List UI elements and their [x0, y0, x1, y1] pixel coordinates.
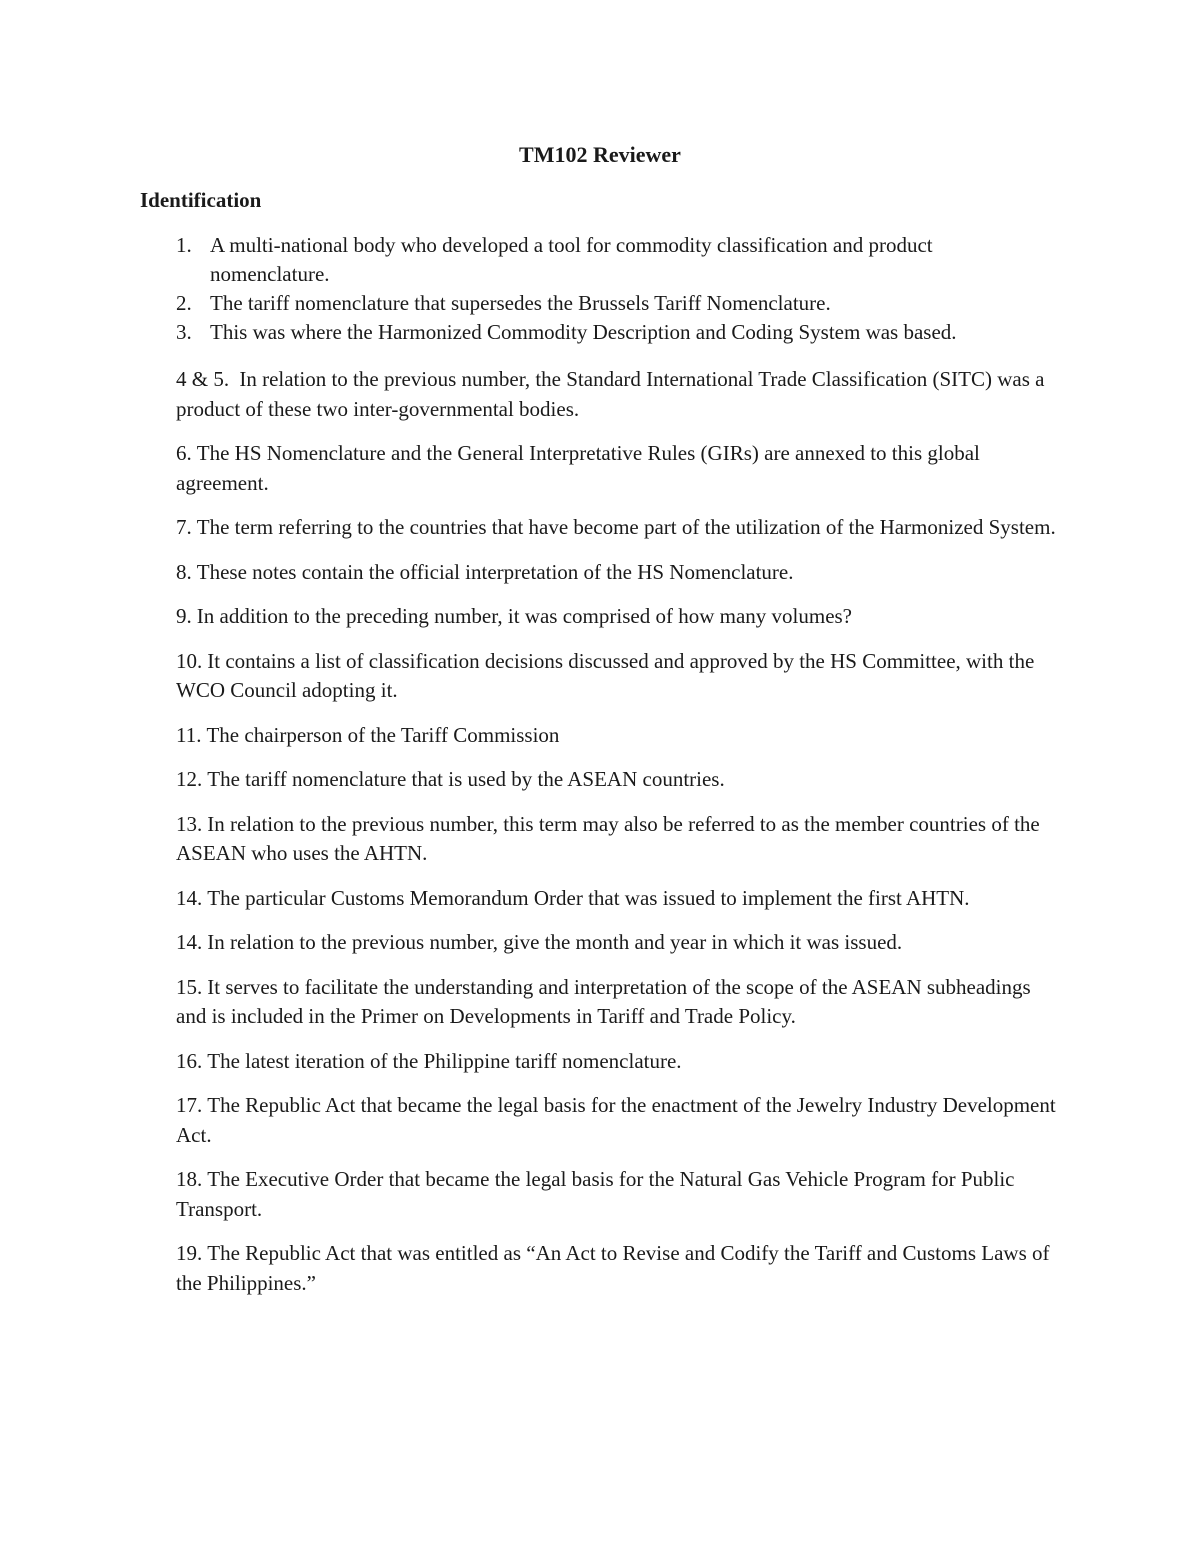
- question-number: 17.: [176, 1093, 203, 1117]
- question-number: 19.: [176, 1241, 203, 1265]
- question-text: In relation to the previous number, give the month and year in which it was issued.: [207, 930, 903, 954]
- question-text: The chairperson of the Tariff Commission: [206, 722, 560, 747]
- question-paragraph: [176, 513, 1066, 543]
- list-item-text: This was where the Harmonized Commodity Description and Coding System was based.: [210, 320, 957, 344]
- question-paragraph: [176, 765, 1066, 795]
- question-number: 12.: [176, 767, 203, 791]
- question-text: In relation to the previous number, the Standard International Trade Classification (SITC) was a product of these two inter-governmental bodies.: [176, 367, 1045, 421]
- question-text: The tariff nomenclature that is used by the ASEAN countries.: [207, 767, 725, 791]
- question-paragraph: [176, 647, 1066, 706]
- question-text: The HS Nomenclature and the General Interpretative Rules (GIRs) are annexed to this global agreement.: [176, 441, 980, 495]
- question-paragraph: [176, 884, 1066, 914]
- question-text: It serves to facilitate the understanding and interpretation of the scope of the ASEAN subheadings and is included in the Primer on Developments in Tariff and Trade Policy.: [176, 974, 1031, 1028]
- page-title: TM102 Reviewer: [519, 142, 681, 167]
- list-item: [176, 231, 1056, 289]
- question-number: 8.: [176, 559, 192, 584]
- question-paragraph: [176, 1047, 1066, 1077]
- question-text: The particular Customs Memorandum Order that was issued to implement the first AHTN.: [207, 885, 970, 910]
- question-text: These notes contain the official interpretation of the HS Nomenclature.: [196, 559, 794, 584]
- question-paragraph: [176, 721, 1066, 751]
- question-number: 18.: [176, 1167, 203, 1191]
- list-item-text: A multi-national body who developed a tool for commodity classification and product nomenclature.: [210, 233, 933, 286]
- question-text: In relation to the previous number, this term may also be referred to as the member countries of the ASEAN who uses the AHTN.: [176, 811, 1040, 865]
- question-text: The Republic Act that became the legal basis for the enactment of the Jewelry Industry Development Act.: [176, 1093, 1056, 1147]
- question-text: It contains a list of classification decisions discussed and approved by the HS Committee, with the: [207, 648, 1035, 673]
- question-paragraph: [176, 973, 1066, 1032]
- question-number: 10.: [176, 648, 203, 673]
- question-number: 13.: [176, 811, 203, 836]
- question-paragraph: [176, 1165, 1066, 1224]
- list-item-number: 3.: [176, 320, 192, 344]
- question-paragraph: [176, 928, 1066, 958]
- section-heading: Identification: [140, 188, 262, 212]
- question-paragraph: [176, 1091, 1066, 1150]
- list-item: [176, 318, 1056, 347]
- question-number: 9.: [176, 604, 192, 628]
- question-text: The latest iteration of the Philippine tariff nomenclature.: [207, 1048, 682, 1073]
- question-text: In addition to the preceding number, it was comprised of how many volumes?: [196, 604, 853, 628]
- question-text: The Executive Order that became the legal basis for the Natural Gas Vehicle Program for Public Transport.: [176, 1167, 1015, 1221]
- question-text: The Republic Act that was entitled as “An Act to Revise and Codify the Tariff and Customs Laws of the Philippines.”: [176, 1241, 1050, 1295]
- question-number: 14.: [176, 930, 203, 954]
- list-item-text: The tariff nomenclature that supersedes the Brussels Tariff Nomenclature.: [210, 291, 831, 315]
- list-item: [176, 289, 1056, 318]
- question-paragraph: [176, 365, 1066, 424]
- question-number: 6.: [176, 441, 192, 465]
- question-number: 15.: [176, 974, 203, 999]
- question-text-continued: WCO Council adopting it.: [176, 678, 398, 702]
- list-item-number: 1.: [176, 233, 192, 257]
- question-paragraph: [176, 810, 1066, 869]
- question-paragraph: [176, 602, 1066, 632]
- question-paragraph: [176, 558, 1066, 588]
- question-paragraphs: [176, 365, 1066, 1313]
- question-paragraph: [176, 1239, 1066, 1298]
- question-number: 11.: [176, 722, 202, 747]
- list-item-number: 2.: [176, 291, 192, 315]
- question-number: 7.: [176, 515, 192, 539]
- question-number: 16.: [176, 1048, 203, 1073]
- question-number: 4 & 5.: [176, 367, 230, 391]
- numbered-list: [176, 231, 1056, 347]
- question-paragraph: [176, 439, 1066, 498]
- question-number: 14.: [176, 885, 203, 910]
- question-text: The term referring to the countries that have become part of the utilization of the Harmonized System.: [196, 515, 1056, 539]
